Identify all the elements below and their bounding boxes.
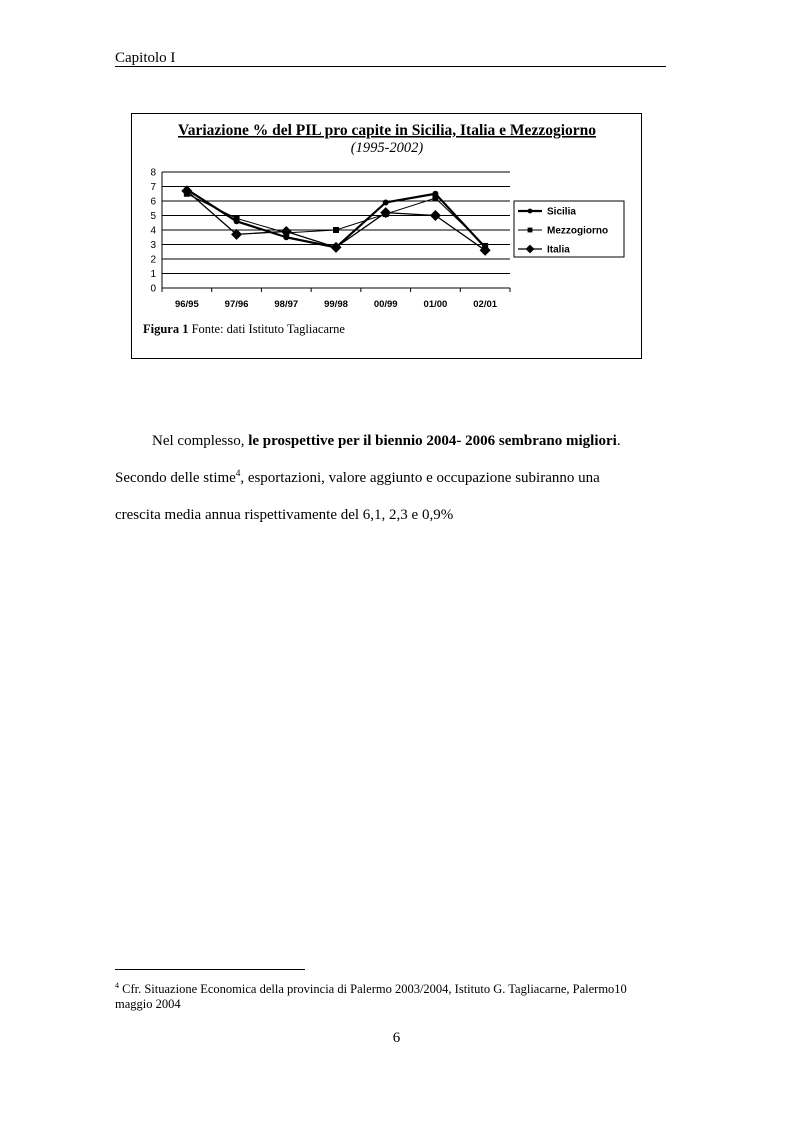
footnote [115, 978, 667, 1012]
paragraph-1 [115, 423, 664, 460]
y-tick-label: 5 [150, 211, 156, 222]
y-tick-label: 7 [150, 182, 156, 193]
x-tick-label: 99/98 [324, 299, 348, 310]
figure-caption-label: Figura 1 [143, 322, 189, 336]
x-tick-label: 02/01 [473, 299, 498, 310]
y-tick-label: 1 [150, 269, 156, 280]
data-point-mezzogiorno [432, 195, 438, 201]
paragraph-2-text-a: Secondo delle stime [115, 470, 236, 486]
data-point-mezzogiorno [333, 227, 339, 233]
y-tick-label: 6 [150, 196, 156, 208]
series-line-mezzogiorno [187, 194, 485, 246]
paragraph-3: crescita media annua rispettivamente del 6,1, 2,3 e 0,9% [115, 507, 454, 523]
data-point-italia [480, 245, 491, 256]
y-tick-label: 3 [150, 240, 156, 251]
y-tick-label: 2 [150, 254, 156, 266]
chart-subtitle: (1995-2002) [350, 140, 424, 156]
legend-label-mezzogiorno: Mezzogiorno [547, 225, 609, 237]
data-point-italia [380, 207, 391, 218]
legend-marker-sicilia [528, 209, 533, 214]
footnote-rule [115, 969, 305, 970]
figure-caption [143, 322, 345, 336]
page-header: Capitolo I [115, 50, 176, 66]
x-tick-label: 01/00 [423, 299, 448, 310]
paragraph-1-end: . [616, 433, 621, 449]
x-tick-label: 00/99 [373, 299, 398, 310]
footnote-text: Cfr. Situazione Economica della provincia di Palermo 2003/2004, Istituto G. Tagliacarne, Palermo10 maggio 2004 [115, 982, 627, 1012]
y-tick-label: 0 [150, 283, 156, 295]
footnote-reference[interactable]: 4 [235, 468, 241, 478]
chart-title: Variazione % del PIL pro capite in Sicilia, Italia e Mezzogiorno [177, 122, 597, 139]
legend-marker-mezzogiorno [528, 228, 533, 233]
x-tick-label: 98/97 [274, 299, 299, 310]
data-point-mezzogiorno [234, 215, 240, 221]
legend-label-italia: Italia [547, 244, 570, 256]
data-point-italia [430, 210, 441, 221]
y-tick-label: 4 [150, 225, 156, 237]
data-point-sicilia [383, 199, 389, 205]
figure-caption-source: Fonte: dati Istituto Tagliacarne [188, 322, 345, 336]
legend-label-sicilia: Sicilia [547, 206, 576, 218]
footnote-number: 4 [115, 981, 119, 990]
paragraph-1-bold: le prospettive per il biennio 2004- 2006 sembrano migliori [248, 433, 617, 449]
line-chart [132, 114, 641, 358]
paragraph-2 [115, 460, 664, 497]
header-rule [115, 66, 666, 67]
y-tick-label: 8 [150, 167, 156, 179]
paragraph-1-text: Nel complesso, [152, 433, 249, 449]
figure-box [131, 113, 642, 359]
page-number: 6 [392, 1030, 401, 1046]
x-tick-label: 96/95 [174, 299, 199, 310]
paragraph-2-text-b: , esportazioni, valore aggiunto e occupazione subiranno una [240, 470, 600, 486]
x-tick-label: 97/96 [224, 299, 249, 310]
